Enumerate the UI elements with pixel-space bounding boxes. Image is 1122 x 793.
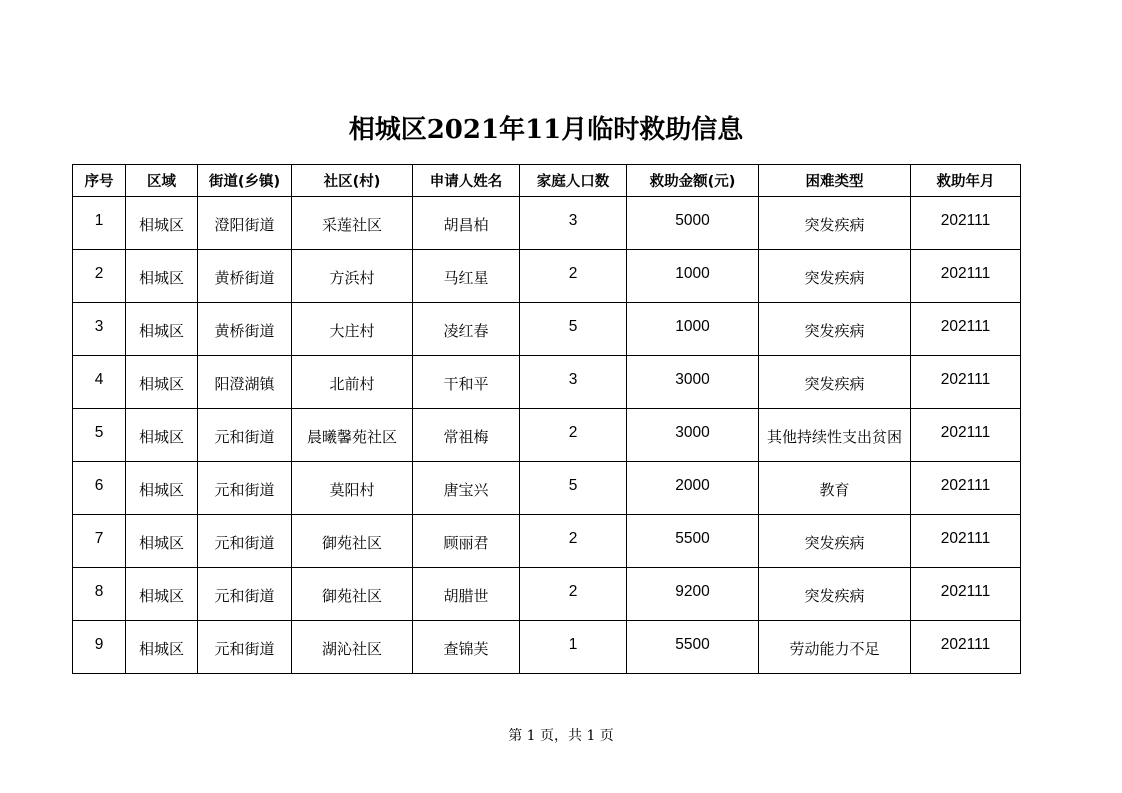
cell-period: 202111	[911, 621, 1021, 674]
table-row	[73, 409, 1021, 462]
cell-hardship-type: 劳动能力不足	[759, 621, 911, 674]
cell-community: 晨曦馨苑社区	[292, 409, 413, 462]
cell-period: 202111	[911, 356, 1021, 409]
cell-hardship-type: 突发疾病	[759, 303, 911, 356]
table-row	[73, 250, 1021, 303]
cell-community: 大庄村	[292, 303, 413, 356]
table-row	[73, 197, 1021, 250]
cell-period: 202111	[911, 303, 1021, 356]
cell-hardship-type: 教育	[759, 462, 911, 515]
cell-period: 202111	[911, 462, 1021, 515]
cell-community: 御苑社区	[292, 515, 413, 568]
table-row	[73, 515, 1021, 568]
cell-street: 元和街道	[198, 621, 292, 674]
cell-community: 采莲社区	[292, 197, 413, 250]
cell-index: 1	[73, 197, 126, 250]
cell-street: 元和街道	[198, 515, 292, 568]
table-body	[73, 197, 1021, 674]
cell-district: 相城区	[126, 197, 198, 250]
table-row	[73, 303, 1021, 356]
cell-period: 202111	[911, 515, 1021, 568]
cell-applicant: 顾丽君	[413, 515, 520, 568]
header-district: 区域	[126, 165, 198, 197]
table-row	[73, 356, 1021, 409]
cell-amount: 3000	[627, 409, 759, 462]
cell-applicant: 常祖梅	[413, 409, 520, 462]
cell-household-size: 5	[520, 462, 627, 515]
cell-street: 元和街道	[198, 568, 292, 621]
header-applicant: 申请人姓名	[413, 165, 520, 197]
cell-period: 202111	[911, 409, 1021, 462]
header-street: 街道(乡镇)	[198, 165, 292, 197]
cell-street: 黄桥街道	[198, 303, 292, 356]
cell-hardship-type: 其他持续性支出贫困	[759, 409, 911, 462]
cell-household-size: 1	[520, 621, 627, 674]
cell-household-size: 3	[520, 356, 627, 409]
header-amount: 救助金额(元)	[627, 165, 759, 197]
cell-street: 元和街道	[198, 409, 292, 462]
table-row	[73, 462, 1021, 515]
cell-district: 相城区	[126, 409, 198, 462]
header-household-size: 家庭人口数	[520, 165, 627, 197]
cell-applicant: 干和平	[413, 356, 520, 409]
cell-community: 御苑社区	[292, 568, 413, 621]
cell-district: 相城区	[126, 356, 198, 409]
cell-district: 相城区	[126, 303, 198, 356]
cell-street: 澄阳街道	[198, 197, 292, 250]
cell-district: 相城区	[126, 462, 198, 515]
header-period: 救助年月	[911, 165, 1021, 197]
cell-street: 黄桥街道	[198, 250, 292, 303]
cell-hardship-type: 突发疾病	[759, 250, 911, 303]
cell-period: 202111	[911, 250, 1021, 303]
cell-household-size: 5	[520, 303, 627, 356]
cell-index: 6	[73, 462, 126, 515]
cell-district: 相城区	[126, 621, 198, 674]
cell-amount: 1000	[627, 303, 759, 356]
cell-amount: 5000	[627, 197, 759, 250]
cell-applicant: 唐宝兴	[413, 462, 520, 515]
cell-household-size: 3	[520, 197, 627, 250]
cell-applicant: 查锦芙	[413, 621, 520, 674]
cell-index: 4	[73, 356, 126, 409]
cell-amount: 3000	[627, 356, 759, 409]
cell-amount: 5500	[627, 621, 759, 674]
cell-community: 莫阳村	[292, 462, 413, 515]
cell-index: 8	[73, 568, 126, 621]
cell-street: 元和街道	[198, 462, 292, 515]
cell-index: 2	[73, 250, 126, 303]
cell-district: 相城区	[126, 515, 198, 568]
cell-amount: 1000	[627, 250, 759, 303]
cell-district: 相城区	[126, 250, 198, 303]
table-row	[73, 621, 1021, 674]
header-row	[73, 165, 1021, 197]
cell-hardship-type: 突发疾病	[759, 568, 911, 621]
cell-amount: 2000	[627, 462, 759, 515]
cell-applicant: 胡腊世	[413, 568, 520, 621]
cell-applicant: 胡昌柏	[413, 197, 520, 250]
page-title: 相城区2021年11月临时救助信息	[348, 115, 744, 145]
cell-index: 9	[73, 621, 126, 674]
cell-street: 阳澄湖镇	[198, 356, 292, 409]
cell-hardship-type: 突发疾病	[759, 515, 911, 568]
cell-applicant: 凌红春	[413, 303, 520, 356]
cell-community: 湖沁社区	[292, 621, 413, 674]
cell-district: 相城区	[126, 568, 198, 621]
cell-index: 7	[73, 515, 126, 568]
cell-period: 202111	[911, 568, 1021, 621]
page-footer: 第 1 页，共 1 页	[508, 728, 614, 744]
cell-community: 北前村	[292, 356, 413, 409]
cell-household-size: 2	[520, 250, 627, 303]
cell-index: 3	[73, 303, 126, 356]
relief-table	[72, 164, 1021, 674]
cell-hardship-type: 突发疾病	[759, 197, 911, 250]
cell-household-size: 2	[520, 409, 627, 462]
cell-household-size: 2	[520, 568, 627, 621]
cell-applicant: 马红星	[413, 250, 520, 303]
cell-amount: 9200	[627, 568, 759, 621]
cell-household-size: 2	[520, 515, 627, 568]
cell-index: 5	[73, 409, 126, 462]
cell-period: 202111	[911, 197, 1021, 250]
cell-community: 方浜村	[292, 250, 413, 303]
cell-hardship-type: 突发疾病	[759, 356, 911, 409]
cell-amount: 5500	[627, 515, 759, 568]
table-row	[73, 568, 1021, 621]
header-hardship-type: 困难类型	[759, 165, 911, 197]
header-index: 序号	[73, 165, 126, 197]
header-community: 社区(村)	[292, 165, 413, 197]
